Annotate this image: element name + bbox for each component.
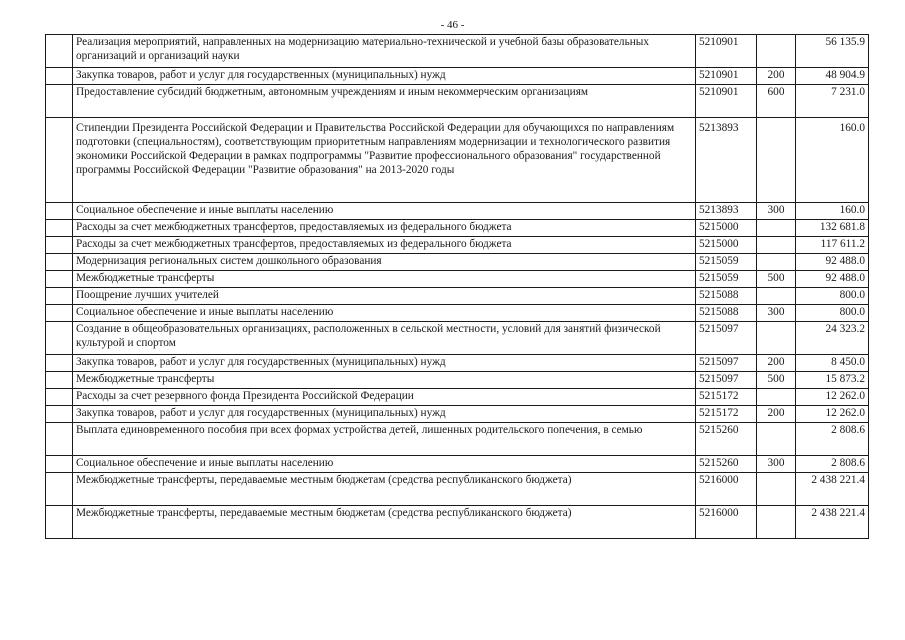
item-name: Реализация мероприятий, направленных на модернизацию материально-технической и учебной базы образовательных организаций и организаций науки bbox=[73, 35, 696, 68]
amount-value: 24 323.2 bbox=[796, 322, 869, 355]
target-code: 5215097 bbox=[696, 322, 757, 355]
expense-type-code bbox=[757, 506, 796, 539]
row-index-cell bbox=[46, 423, 73, 456]
row-index-cell bbox=[46, 237, 73, 254]
expense-type-code bbox=[757, 118, 796, 203]
target-code: 5215097 bbox=[696, 372, 757, 389]
table-row bbox=[46, 35, 869, 68]
target-code: 5215000 bbox=[696, 237, 757, 254]
amount-value: 92 488.0 bbox=[796, 254, 869, 271]
row-index-cell bbox=[46, 322, 73, 355]
expense-type-code: 600 bbox=[757, 85, 796, 118]
target-code: 5216000 bbox=[696, 473, 757, 506]
table-row bbox=[46, 220, 869, 237]
item-name: Межбюджетные трансферты bbox=[73, 372, 696, 389]
expense-type-code: 500 bbox=[757, 372, 796, 389]
row-index-cell bbox=[46, 372, 73, 389]
amount-value: 12 262.0 bbox=[796, 406, 869, 423]
row-index-cell bbox=[46, 473, 73, 506]
expense-type-code: 200 bbox=[757, 68, 796, 85]
amount-value: 48 904.9 bbox=[796, 68, 869, 85]
item-name: Социальное обеспечение и иные выплаты населению bbox=[73, 203, 696, 220]
amount-value: 160.0 bbox=[796, 118, 869, 203]
target-code: 5215172 bbox=[696, 406, 757, 423]
item-name: Предоставление субсидий бюджетным, автономным учреждениям и иным некоммерческим организациям bbox=[73, 85, 696, 118]
table-row bbox=[46, 423, 869, 456]
amount-value: 2 438 221.4 bbox=[796, 506, 869, 539]
amount-value: 56 135.9 bbox=[796, 35, 869, 68]
row-index-cell bbox=[46, 85, 73, 118]
expense-type-code bbox=[757, 389, 796, 406]
amount-value: 2 808.6 bbox=[796, 423, 869, 456]
item-name: Межбюджетные трансферты bbox=[73, 271, 696, 288]
page-number: - 46 - bbox=[440, 19, 465, 31]
item-name: Модернизация региональных систем дошкольного образования bbox=[73, 254, 696, 271]
target-code: 5210901 bbox=[696, 68, 757, 85]
amount-value: 92 488.0 bbox=[796, 271, 869, 288]
row-index-cell bbox=[46, 506, 73, 539]
table-row bbox=[46, 254, 869, 271]
target-code: 5210901 bbox=[696, 35, 757, 68]
expense-type-code: 500 bbox=[757, 271, 796, 288]
table-row bbox=[46, 456, 869, 473]
target-code: 5210901 bbox=[696, 85, 757, 118]
expense-type-code bbox=[757, 473, 796, 506]
expense-type-code bbox=[757, 322, 796, 355]
amount-value: 2 808.6 bbox=[796, 456, 869, 473]
table-row bbox=[46, 118, 869, 203]
target-code: 5215260 bbox=[696, 423, 757, 456]
expense-type-code: 300 bbox=[757, 305, 796, 322]
item-name: Социальное обеспечение и иные выплаты населению bbox=[73, 456, 696, 473]
row-index-cell bbox=[46, 203, 73, 220]
table-row bbox=[46, 288, 869, 305]
row-index-cell bbox=[46, 220, 73, 237]
item-name: Межбюджетные трансферты, передаваемые местным бюджетам (средства республиканского бюджета) bbox=[73, 506, 696, 539]
amount-value: 8 450.0 bbox=[796, 355, 869, 372]
expense-type-code bbox=[757, 254, 796, 271]
item-name: Расходы за счет межбюджетных трансфертов, предоставляемых из федерального бюджета bbox=[73, 237, 696, 254]
table-row bbox=[46, 322, 869, 355]
row-index-cell bbox=[46, 118, 73, 203]
row-index-cell bbox=[46, 288, 73, 305]
table-row bbox=[46, 237, 869, 254]
target-code: 5215172 bbox=[696, 389, 757, 406]
amount-value: 117 611.2 bbox=[796, 237, 869, 254]
expense-type-code: 200 bbox=[757, 355, 796, 372]
amount-value: 132 681.8 bbox=[796, 220, 869, 237]
item-name: Создание в общеобразовательных организациях, расположенных в сельской местности, условий для занятий физической культурой и спортом bbox=[73, 322, 696, 355]
amount-value: 15 873.2 bbox=[796, 372, 869, 389]
budget-table-body bbox=[46, 35, 869, 539]
table-row bbox=[46, 203, 869, 220]
table-row bbox=[46, 406, 869, 423]
target-code: 5215260 bbox=[696, 456, 757, 473]
row-index-cell bbox=[46, 406, 73, 423]
item-name: Стипендии Президента Российской Федерации и Правительства Российской Федерации для обучающихся по направлениям подготовки (специальностям), соответствующим приоритетным направлениям модернизации и технологического развития экономики Российской Федерации в рамках подпрограммы "Развитие профессионального образования" государственной программы Российской Федерации "Развитие образования" на 2013-2020 годы bbox=[73, 118, 696, 203]
expense-type-code: 200 bbox=[757, 406, 796, 423]
item-name: Поощрение лучших учителей bbox=[73, 288, 696, 305]
item-name: Закупка товаров, работ и услуг для государственных (муниципальных) нужд bbox=[73, 68, 696, 85]
row-index-cell bbox=[46, 68, 73, 85]
target-code: 5215059 bbox=[696, 254, 757, 271]
item-name: Выплата единовременного пособия при всех формах устройства детей, лишенных родительского попечения, в семью bbox=[73, 423, 696, 456]
table-row bbox=[46, 305, 869, 322]
budget-table bbox=[45, 34, 869, 539]
item-name: Расходы за счет межбюджетных трансфертов, предоставляемых из федерального бюджета bbox=[73, 220, 696, 237]
expense-type-code bbox=[757, 35, 796, 68]
table-row bbox=[46, 506, 869, 539]
row-index-cell bbox=[46, 35, 73, 68]
amount-value: 12 262.0 bbox=[796, 389, 869, 406]
item-name: Расходы за счет резервного фонда Президента Российской Федерации bbox=[73, 389, 696, 406]
expense-type-code bbox=[757, 220, 796, 237]
table-row bbox=[46, 372, 869, 389]
row-index-cell bbox=[46, 389, 73, 406]
row-index-cell bbox=[46, 456, 73, 473]
row-index-cell bbox=[46, 355, 73, 372]
amount-value: 160.0 bbox=[796, 203, 869, 220]
target-code: 5216000 bbox=[696, 506, 757, 539]
table-row bbox=[46, 68, 869, 85]
item-name: Закупка товаров, работ и услуг для государственных (муниципальных) нужд bbox=[73, 406, 696, 423]
table-row bbox=[46, 271, 869, 288]
target-code: 5215088 bbox=[696, 288, 757, 305]
target-code: 5215000 bbox=[696, 220, 757, 237]
target-code: 5215088 bbox=[696, 305, 757, 322]
row-index-cell bbox=[46, 254, 73, 271]
item-name: Социальное обеспечение и иные выплаты населению bbox=[73, 305, 696, 322]
expense-type-code: 300 bbox=[757, 203, 796, 220]
expense-type-code bbox=[757, 288, 796, 305]
expense-type-code: 300 bbox=[757, 456, 796, 473]
table-row bbox=[46, 389, 869, 406]
amount-value: 800.0 bbox=[796, 288, 869, 305]
item-name: Межбюджетные трансферты, передаваемые местным бюджетам (средства республиканского бюджета) bbox=[73, 473, 696, 506]
table-row bbox=[46, 85, 869, 118]
table-row bbox=[46, 355, 869, 372]
row-index-cell bbox=[46, 271, 73, 288]
expense-type-code bbox=[757, 237, 796, 254]
target-code: 5213893 bbox=[696, 118, 757, 203]
amount-value: 7 231.0 bbox=[796, 85, 869, 118]
row-index-cell bbox=[46, 305, 73, 322]
item-name: Закупка товаров, работ и услуг для государственных (муниципальных) нужд bbox=[73, 355, 696, 372]
expense-type-code bbox=[757, 423, 796, 456]
target-code: 5215097 bbox=[696, 355, 757, 372]
amount-value: 2 438 221.4 bbox=[796, 473, 869, 506]
target-code: 5213893 bbox=[696, 203, 757, 220]
table-row bbox=[46, 473, 869, 506]
target-code: 5215059 bbox=[696, 271, 757, 288]
amount-value: 800.0 bbox=[796, 305, 869, 322]
